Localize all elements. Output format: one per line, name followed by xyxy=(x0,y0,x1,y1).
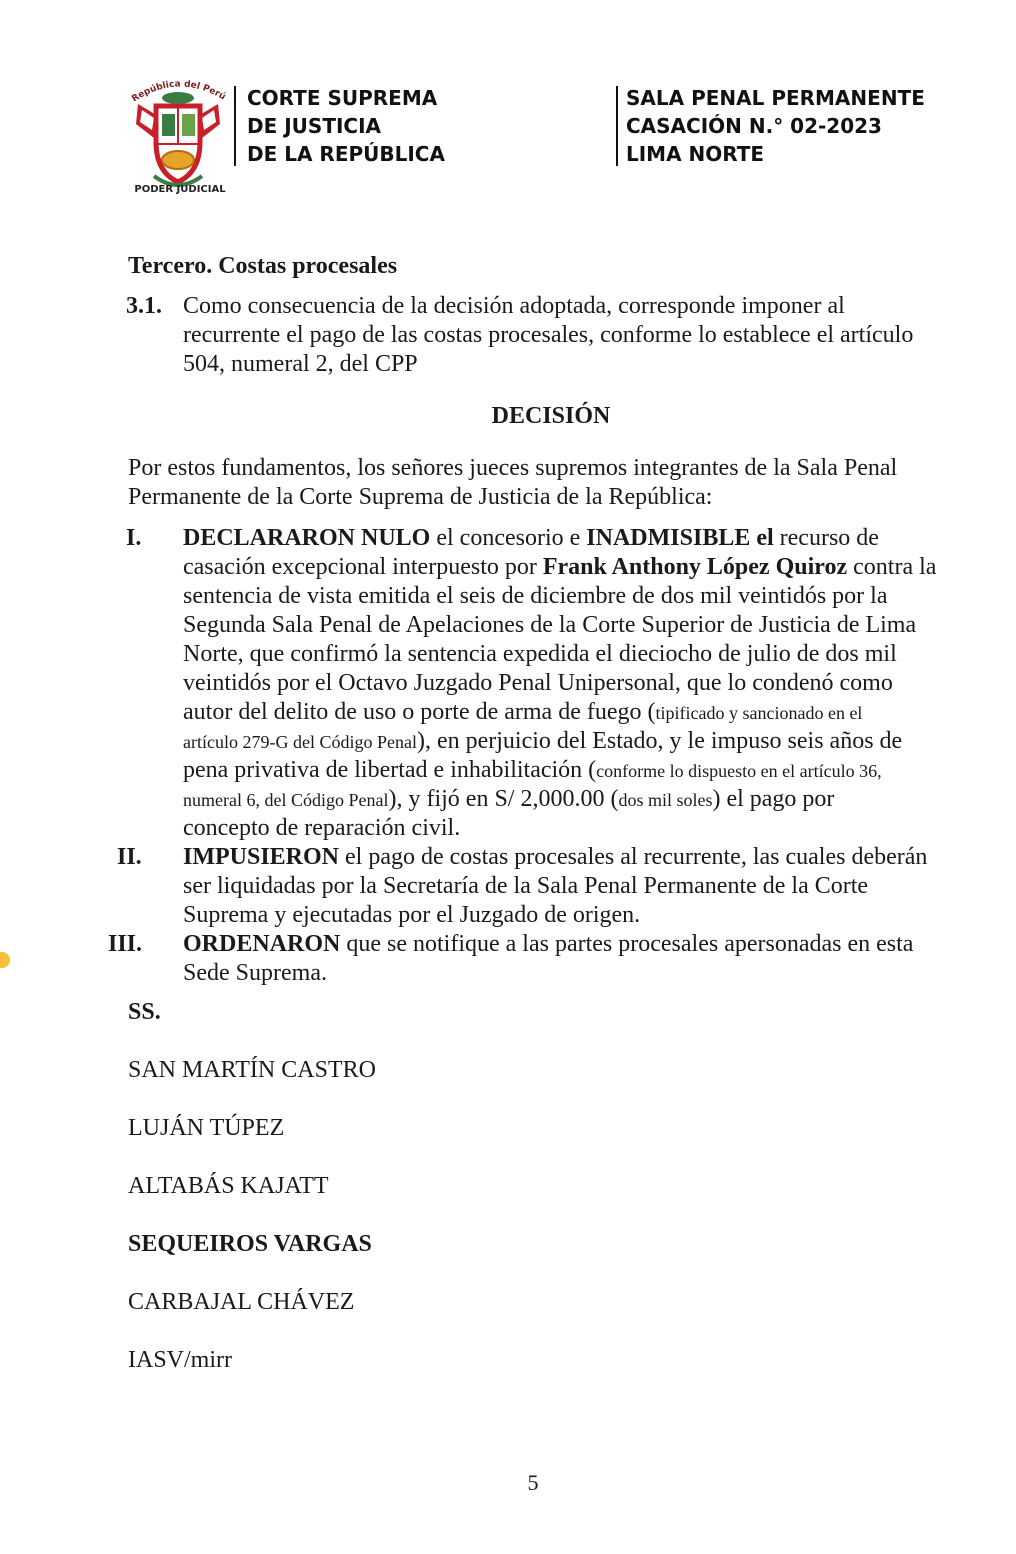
item-II-line-2: ser liquidadas por la Secretaría de la Sala Penal Permanente de la Corte xyxy=(183,873,869,899)
item-I-line-6: veintidós por el Octavo Juzgado Penal Unipersonal, que lo condenó como xyxy=(183,670,893,696)
ss-label: SS. xyxy=(128,999,161,1025)
verdict-ordenaron: ORDENARON xyxy=(183,931,341,957)
item-I-line-10 xyxy=(183,785,939,815)
item-I-line-8 xyxy=(183,727,939,757)
section-title: Tercero. Costas procesales xyxy=(128,253,398,279)
item-I-line-1 xyxy=(183,524,939,553)
court-name xyxy=(247,84,445,168)
intro-line-2: Permanente de la Corte Suprema de Justicia de la República: xyxy=(128,484,713,510)
chamber-name: SALA PENAL PERMANENTE xyxy=(626,86,925,110)
para-number: 3.1. xyxy=(126,293,162,319)
text: pena privativa de libertad e inhabilitación ( xyxy=(183,757,597,783)
item-I-line-2 xyxy=(183,553,939,582)
verdict-impusieron: IMPUSIERON xyxy=(183,844,340,870)
decision-heading: DECISIÓN xyxy=(491,403,611,429)
logo-top-text: República del Perú xyxy=(130,79,228,105)
text: ), en perjuicio del Estado, y le impuso seis años de xyxy=(416,728,903,754)
verdict-inadmisible: INADMISIBLE el xyxy=(586,525,774,551)
case-location: LIMA NORTE xyxy=(626,142,765,166)
signatory-1: SAN MARTÍN CASTRO xyxy=(128,1057,376,1083)
note-text: conforme lo dispuesto en el artículo 36, xyxy=(596,761,882,781)
header-right-divider xyxy=(616,86,618,166)
para-3-1-line-2: recurrente el pago de las costas procesales, conforme lo establece el artículo xyxy=(183,322,914,348)
note-text: numeral 6, del Código Penal xyxy=(183,790,389,810)
header-left-divider xyxy=(234,86,236,166)
signatory-2: LUJÁN TÚPEZ xyxy=(128,1115,285,1141)
item-III-line-1 xyxy=(183,930,939,959)
item-II-numeral: II. xyxy=(117,844,142,870)
defendant-name: Frank Anthony López Quiroz xyxy=(542,554,848,580)
item-I-numeral: I. xyxy=(126,525,142,551)
signatory-3: ALTABÁS KAJATT xyxy=(128,1173,329,1199)
item-III-line-2: Sede Suprema. xyxy=(183,960,327,986)
note-text: dos mil soles xyxy=(618,790,713,810)
note-text: tipificado y sancionado en el xyxy=(655,703,863,723)
item-I-line-7 xyxy=(183,698,939,728)
text: autor del delito de uso o porte de arma de fuego ( xyxy=(183,699,656,725)
case-info xyxy=(626,84,925,168)
item-II-line-3: Suprema y ejecutadas por el Juzgado de origen. xyxy=(183,902,641,928)
page-number: 5 xyxy=(527,1470,539,1495)
court-name-line-3: DE LA REPÚBLICA xyxy=(247,142,445,166)
text: el pago de costas procesales al recurrente, las cuales deberán xyxy=(339,844,928,870)
item-I-line-5: Norte, que confirmó la sentencia expedida el dieciocho de julio de dos mil xyxy=(183,641,897,667)
para-3-1-line-1: Como consecuencia de la decisión adoptada, corresponde imponer al xyxy=(183,293,845,319)
case-number: CASACIÓN N.° 02-2023 xyxy=(626,114,882,138)
signatory-5: CARBAJAL CHÁVEZ xyxy=(128,1289,355,1315)
logo-bottom-text: PODER JUDICIAL xyxy=(134,184,226,195)
court-name-line-1: CORTE SUPREMA xyxy=(247,86,438,110)
signatory-4: SEQUEIROS VARGAS xyxy=(128,1231,372,1257)
note-text: artículo 279-G del Código Penal xyxy=(183,732,417,752)
intro-line-1: Por estos fundamentos, los señores jueces supremos integrantes de la Sala Penal xyxy=(128,455,898,481)
verdict-declararon-nulo: DECLARARON NULO xyxy=(183,525,431,551)
poder-judicial-logo xyxy=(124,76,232,200)
text: contra la xyxy=(847,554,937,580)
text: que se notifique a las partes procesales apersonadas en esta xyxy=(340,931,914,957)
text: casación excepcional interpuesto por xyxy=(183,554,543,580)
text: el concesorio e xyxy=(430,525,587,551)
item-II-line-1 xyxy=(183,843,939,872)
initials: IASV/mirr xyxy=(128,1347,232,1373)
item-I-line-4: Segunda Sala Penal de Apelaciones de la Corte Superior de Justicia de Lima xyxy=(183,612,917,638)
item-III-numeral: III. xyxy=(108,931,143,957)
text: recurso de xyxy=(773,525,879,551)
text: ), y fijó en S/ 2,000.00 ( xyxy=(388,786,619,812)
text: ) el pago por xyxy=(712,786,835,812)
item-I-line-3: sentencia de vista emitida el seis de diciembre de dos mil veintidós por la xyxy=(183,583,888,609)
item-I-line-11: concepto de reparación civil. xyxy=(183,815,461,841)
edge-mark xyxy=(0,952,10,968)
para-3-1-line-3: 504, numeral 2, del CPP xyxy=(183,351,418,377)
court-name-line-2: DE JUSTICIA xyxy=(247,114,381,138)
item-I-line-9 xyxy=(183,756,939,786)
